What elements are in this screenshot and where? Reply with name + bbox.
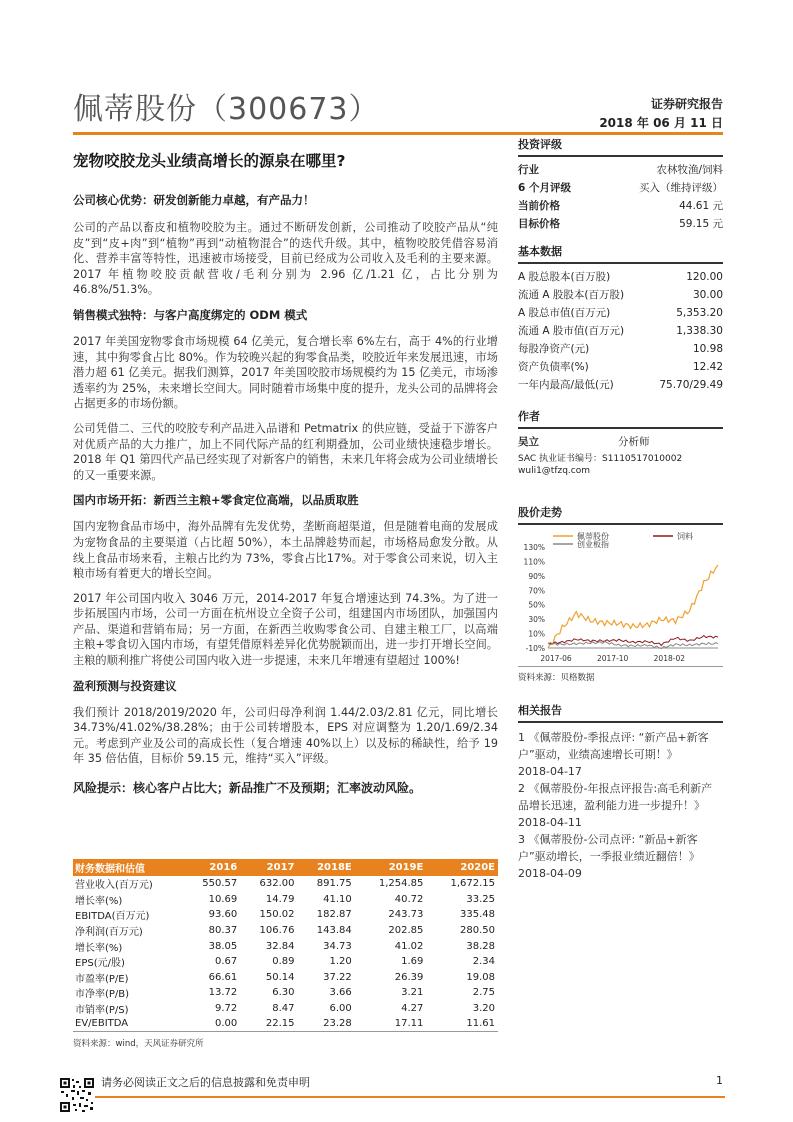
related-report-date: 2018-04-11 <box>518 816 582 829</box>
footer-disclaimer: 请务必阅读正文之后的信息披露和免责申明 <box>101 1076 310 1089</box>
table-row <box>73 907 498 923</box>
kv-label: A 股总市值(百万元) <box>518 307 611 319</box>
y-tick-label: 90% <box>528 571 545 581</box>
financial-table-source: 资料来源：wind，天风证券研究所 <box>73 1039 204 1050</box>
table-row <box>73 876 498 892</box>
table-cell: EPS(元/股) <box>75 958 125 970</box>
table-cell: 2.75 <box>472 987 495 999</box>
table-cell: 50.14 <box>265 971 295 983</box>
kv-row <box>518 268 723 286</box>
qr-code-icon <box>59 1077 95 1113</box>
table-cell: 280.50 <box>460 925 495 937</box>
stock-chart-rule <box>518 523 723 525</box>
kv-value: 1,338.30 <box>676 325 723 337</box>
table-cell: 33.25 <box>466 893 495 905</box>
kv-row <box>518 304 723 322</box>
rating-table <box>518 161 723 233</box>
kv-row <box>518 322 723 340</box>
report-type: 证券研究报告 <box>650 97 723 111</box>
legend-label: 饲料 <box>677 532 693 541</box>
x-tick-label: 2017-10 <box>596 654 629 663</box>
table-row <box>73 985 498 1001</box>
table-cell: 9.72 <box>214 1003 238 1015</box>
table-cell: 17.11 <box>355 1016 427 1032</box>
table-cell: 增长率(%) <box>75 942 123 954</box>
right-panel <box>518 134 723 882</box>
y-tick-label: 110% <box>523 557 545 567</box>
kv-label: 流通 A 股股本(百万股) <box>518 289 625 301</box>
table-cell: 26.39 <box>394 971 424 983</box>
section-paragraph: 我们预计 2018/2019/2020 年，公司归母净利润 1.44/2.03/2.81 亿元，同比增长 34.73%/41.02%/38.28%；由于公司转增股本，EPS 对应调整为 1.20/1.69/2.34 元。考虑到产业及公司的高成长性（复合增速 40%以上）以及标的稀缺性，给予 19 年 35 倍估值，目标价 59.15 元，维持“买入”评级。 <box>73 705 498 766</box>
table-cell: 34.73 <box>323 940 352 952</box>
basic-data-table <box>518 268 723 394</box>
section-paragraph: 公司凭借二、三代的咬胶专利产品进入品谱和 Petmatrix 的供应链，受益于下游客户对优质产品的大力推广，加上不同代际产品的红利期叠加，公司业绩快速稳步增长。2018 年 Q1 第四代产品已经实现了对新客户的销售，未来几年将会成为公司业绩增长的又一重要来源。 <box>73 421 498 482</box>
table-row <box>73 1016 498 1032</box>
rating-title: 投资评级 <box>518 138 562 151</box>
related-reports-title: 相关报告 <box>518 704 562 717</box>
table-cell: EBITDA(百万元) <box>75 911 150 923</box>
kv-value: 买入（维持评级） <box>639 182 723 194</box>
kv-label: 每股净资产(元) <box>518 343 590 355</box>
table-cell: 净利润(百万元) <box>75 927 143 939</box>
table-cell: 32.84 <box>265 940 295 952</box>
related-report-date: 2018-04-09 <box>518 867 582 880</box>
table-cell: 市销率(P/S) <box>75 1005 129 1017</box>
kv-label: 当前价格 <box>518 200 560 212</box>
table-header-cell: 财务数据和估值 <box>73 859 183 876</box>
table-cell: 营业收入(百万元) <box>75 880 153 892</box>
table-cell: 93.60 <box>208 909 238 921</box>
related-report-link[interactable]: 2 《佩蒂股份-年报点评报告:高毛利新产品增长迅速，盈利能力进一步提升！》 <box>518 782 713 812</box>
kv-label: 资产负债率(%) <box>518 361 589 373</box>
stock-price-chart <box>518 529 723 664</box>
kv-row <box>518 215 723 233</box>
kv-value: 120.00 <box>686 271 723 283</box>
page-number: 1 <box>716 1074 723 1087</box>
basic-data-rule <box>518 262 723 264</box>
financial-table-wrap <box>73 859 498 1049</box>
kv-row <box>518 179 723 197</box>
y-tick-label: 70% <box>528 586 545 596</box>
table-cell: 1.69 <box>401 956 424 968</box>
x-tick-label: 2018-02 <box>653 654 686 663</box>
section-paragraph: 公司的产品以畜皮和植物咬胶为主。通过不断研发创新，公司推动了咬胶产品从“纯皮”到“皮+肉”到“植物”再到“动植物混合”的迭代升级。其中，植物咬胶凭借容易消化、营养丰富等特性，迅速被市场接受，目前已经成为公司收入及毛利的主要来源。2017 年植物咬胶贡献营收/毛利分别为 2.96 亿/1.21 亿，占比分别为 46.8%/51.3%。 <box>73 221 498 297</box>
table-row <box>73 954 498 970</box>
legend-label: 佩蒂股份 <box>577 532 609 541</box>
y-tick-label: 10% <box>528 629 545 639</box>
stock-chart-source: 资料来源：贝格数据 <box>518 673 595 683</box>
related-report-date: 2018-04-17 <box>518 765 582 778</box>
table-cell: 202.85 <box>388 925 424 937</box>
series-line-0 <box>548 565 718 648</box>
section-paragraph: 2017 年公司国内收入 3046 万元，2014-2017 年复合增速达到 74.3%。为了进一步拓展国内市场，公司一方面在杭州设立全资子公司，组建国内市场团队，加强国内产品、渠道和营销布局；另一方面，在新西兰收购零食公司、自建主粮工厂，以高端主粮+零食切入国内市场，有望凭借原料差异化优势脱颖而出，进一步打开增长空间。主粮的顺利推广将使公司国内收入进一步提速，未来几年增速有望超过 100%! <box>73 591 498 668</box>
y-tick-label: 50% <box>528 600 545 610</box>
table-header-cell: 2019E <box>355 859 427 876</box>
section-paragraph: 国内宠物食品市场中，海外品牌有先发优势，垄断商超渠道，但是随着电商的发展成为宠物食品的主要渠道（占比超 50%），本土品牌趁势而起，市场格局愈发分散。从线上食品市场来看，主粮占比约为 73%，零食占比17%。对于零食公司来说，切入主粮市场有着更大的增长空间。 <box>73 520 498 581</box>
table-row <box>73 970 498 986</box>
author-cert: SAC 执业证书编号：S1110517010002 <box>518 454 683 464</box>
table-cell: 38.28 <box>466 940 495 952</box>
kv-value: 10.98 <box>692 343 723 355</box>
table-cell: 37.22 <box>323 971 352 983</box>
kv-value: 农林牧渔/饲料 <box>656 164 723 176</box>
table-cell: 182.87 <box>316 909 352 921</box>
report-date: 2018 年 06 月 11 日 <box>599 116 723 130</box>
financial-table <box>73 859 498 1032</box>
table-header-cell: 2016 <box>183 859 240 876</box>
kv-row <box>518 376 723 394</box>
stock-chart-bottom-rule <box>518 666 723 667</box>
y-tick-label: -10% <box>525 644 545 653</box>
table-cell: 10.69 <box>208 893 238 905</box>
table-cell: EV/EBITDA <box>73 1016 183 1032</box>
kv-label: 目标价格 <box>518 218 560 230</box>
table-cell: 1.20 <box>329 956 352 968</box>
table-cell: 3.21 <box>401 987 424 999</box>
risk-warning: 风险提示：核心客户占比大；新品推广不及预期；汇率波动风险。 <box>73 781 422 796</box>
kv-label: 流通 A 股市值(百万元) <box>518 325 625 337</box>
author-name: 吴立 <box>518 436 539 448</box>
table-cell: 1,672.15 <box>450 878 495 890</box>
table-cell: 891.75 <box>316 878 352 890</box>
kv-value: 44.61 元 <box>679 200 723 212</box>
kv-label: 行业 <box>518 164 539 176</box>
table-cell: 143.84 <box>316 925 352 937</box>
legend-label: 创业板指 <box>577 540 609 549</box>
related-report-link[interactable]: 3 《佩蒂股份-公司点评: “新品+新客户”驱动增长，一季报业绩近翻倍！》 <box>518 833 700 863</box>
table-cell: 市净率(P/B) <box>75 989 130 1001</box>
basic-data-title: 基本数据 <box>518 245 562 258</box>
table-cell: 22.15 <box>240 1016 297 1032</box>
table-cell: 150.02 <box>259 909 295 921</box>
related-reports-list <box>518 729 723 882</box>
table-cell: 335.48 <box>460 909 495 921</box>
author-email[interactable]: wuli1@tfzq.com <box>518 466 591 476</box>
kv-value: 75.70/29.49 <box>659 379 723 391</box>
kv-value: 12.42 <box>692 361 723 373</box>
table-cell: 市盈率(P/E) <box>75 973 129 985</box>
table-cell: 3.66 <box>329 987 352 999</box>
table-cell: 13.72 <box>208 987 238 999</box>
table-cell: 632.00 <box>259 878 295 890</box>
main-column <box>73 192 498 796</box>
table-cell: 2.34 <box>472 956 495 968</box>
section-heading: 盈利预测与投资建议 <box>73 678 177 693</box>
table-cell: 3.20 <box>472 1003 495 1015</box>
kv-row <box>518 358 723 376</box>
author-role: 分析师 <box>618 436 650 448</box>
section-paragraph: 2017 年美国宠物零食市场规模 64 亿美元，复合增长率 6%左右，高于 4%的行业增速，其中狗零食占比 80%。作为较晚兴起的狗零食品类，咬胶近年来发展迅速，市场潜力超 61 亿美元。据我们测算，2017 年美国咬胶市场规模约为 15 亿美元，市场渗透率约为 25%，未来增长空间大。同时随着市场集中度的提升，龙头公司的品牌将会占据更多的市场份额。 <box>73 334 498 411</box>
kv-row <box>518 340 723 358</box>
kv-label: A 股总股本(百万股) <box>518 271 611 283</box>
table-header-cell: 2018E <box>298 859 355 876</box>
company-title: 佩蒂股份（300673） <box>73 92 380 127</box>
kv-value: 30.00 <box>692 289 723 301</box>
kv-label: 6 个月评级 <box>518 182 571 194</box>
table-header-cell: 2020E <box>426 859 498 876</box>
table-cell: 0.00 <box>183 1016 240 1032</box>
table-cell: 19.08 <box>466 971 495 983</box>
related-report-link[interactable]: 1 《佩蒂股份-季报点评: “新产品+新客户”驱动，业绩高速增长可期！》 <box>518 731 709 761</box>
x-tick-label: 2017-06 <box>540 654 572 663</box>
section-heading: 销售模式独特：与客户高度绑定的 ODM 模式 <box>73 307 308 322</box>
qr-code <box>59 1077 95 1113</box>
table-cell: 11.61 <box>426 1016 498 1032</box>
table-cell: 1,254.85 <box>378 878 424 890</box>
table-cell: 243.73 <box>388 909 424 921</box>
table-cell: 38.05 <box>208 940 238 952</box>
kv-row <box>518 161 723 179</box>
table-row <box>73 1001 498 1017</box>
table-cell: 40.72 <box>394 893 424 905</box>
table-cell: 106.76 <box>259 925 295 937</box>
author-rule <box>518 427 723 429</box>
kv-row <box>518 286 723 304</box>
table-header-cell: 2017 <box>240 859 297 876</box>
table-row <box>73 923 498 939</box>
section-heading: 公司核心优势：研发创新能力卓越，有产品力！ <box>73 193 315 207</box>
table-cell: 增长率(%) <box>75 895 123 907</box>
table-cell: 41.10 <box>323 893 352 905</box>
table-cell: 41.02 <box>394 940 424 952</box>
author-title: 作者 <box>518 410 540 423</box>
author-row <box>518 434 723 449</box>
table-cell: 0.67 <box>214 956 238 968</box>
kv-value: 5,353.20 <box>676 307 723 319</box>
related-reports-rule <box>518 721 723 723</box>
y-tick-label: 130% <box>523 543 545 552</box>
table-cell: 66.61 <box>208 971 238 983</box>
table-row <box>73 892 498 908</box>
series-line-1 <box>548 636 718 646</box>
y-tick-label: 30% <box>528 615 545 625</box>
table-cell: 6.00 <box>329 1003 352 1015</box>
table-cell: 0.89 <box>272 956 295 968</box>
kv-label: 一年内最高/最低(元) <box>518 379 614 391</box>
kv-value: 59.15 元 <box>679 218 723 230</box>
report-headline: 宠物咬胶龙头业绩高增长的源泉在哪里? <box>73 152 346 170</box>
table-cell: 8.47 <box>272 1003 295 1015</box>
footer-divider <box>70 1096 725 1098</box>
table-cell: 6.30 <box>272 987 295 999</box>
table-cell: 550.57 <box>202 878 238 890</box>
stock-chart-title: 股价走势 <box>518 506 562 519</box>
table-cell: 80.37 <box>208 925 238 937</box>
rating-rule <box>518 155 723 157</box>
table-cell: 23.28 <box>298 1016 355 1032</box>
table-cell: 14.79 <box>265 893 295 905</box>
section-heading: 国内市场开拓：新西兰主粮+零食定位高端，以品质取胜 <box>73 493 359 508</box>
table-row <box>73 938 498 954</box>
table-cell: 4.27 <box>401 1003 424 1015</box>
kv-row <box>518 197 723 215</box>
